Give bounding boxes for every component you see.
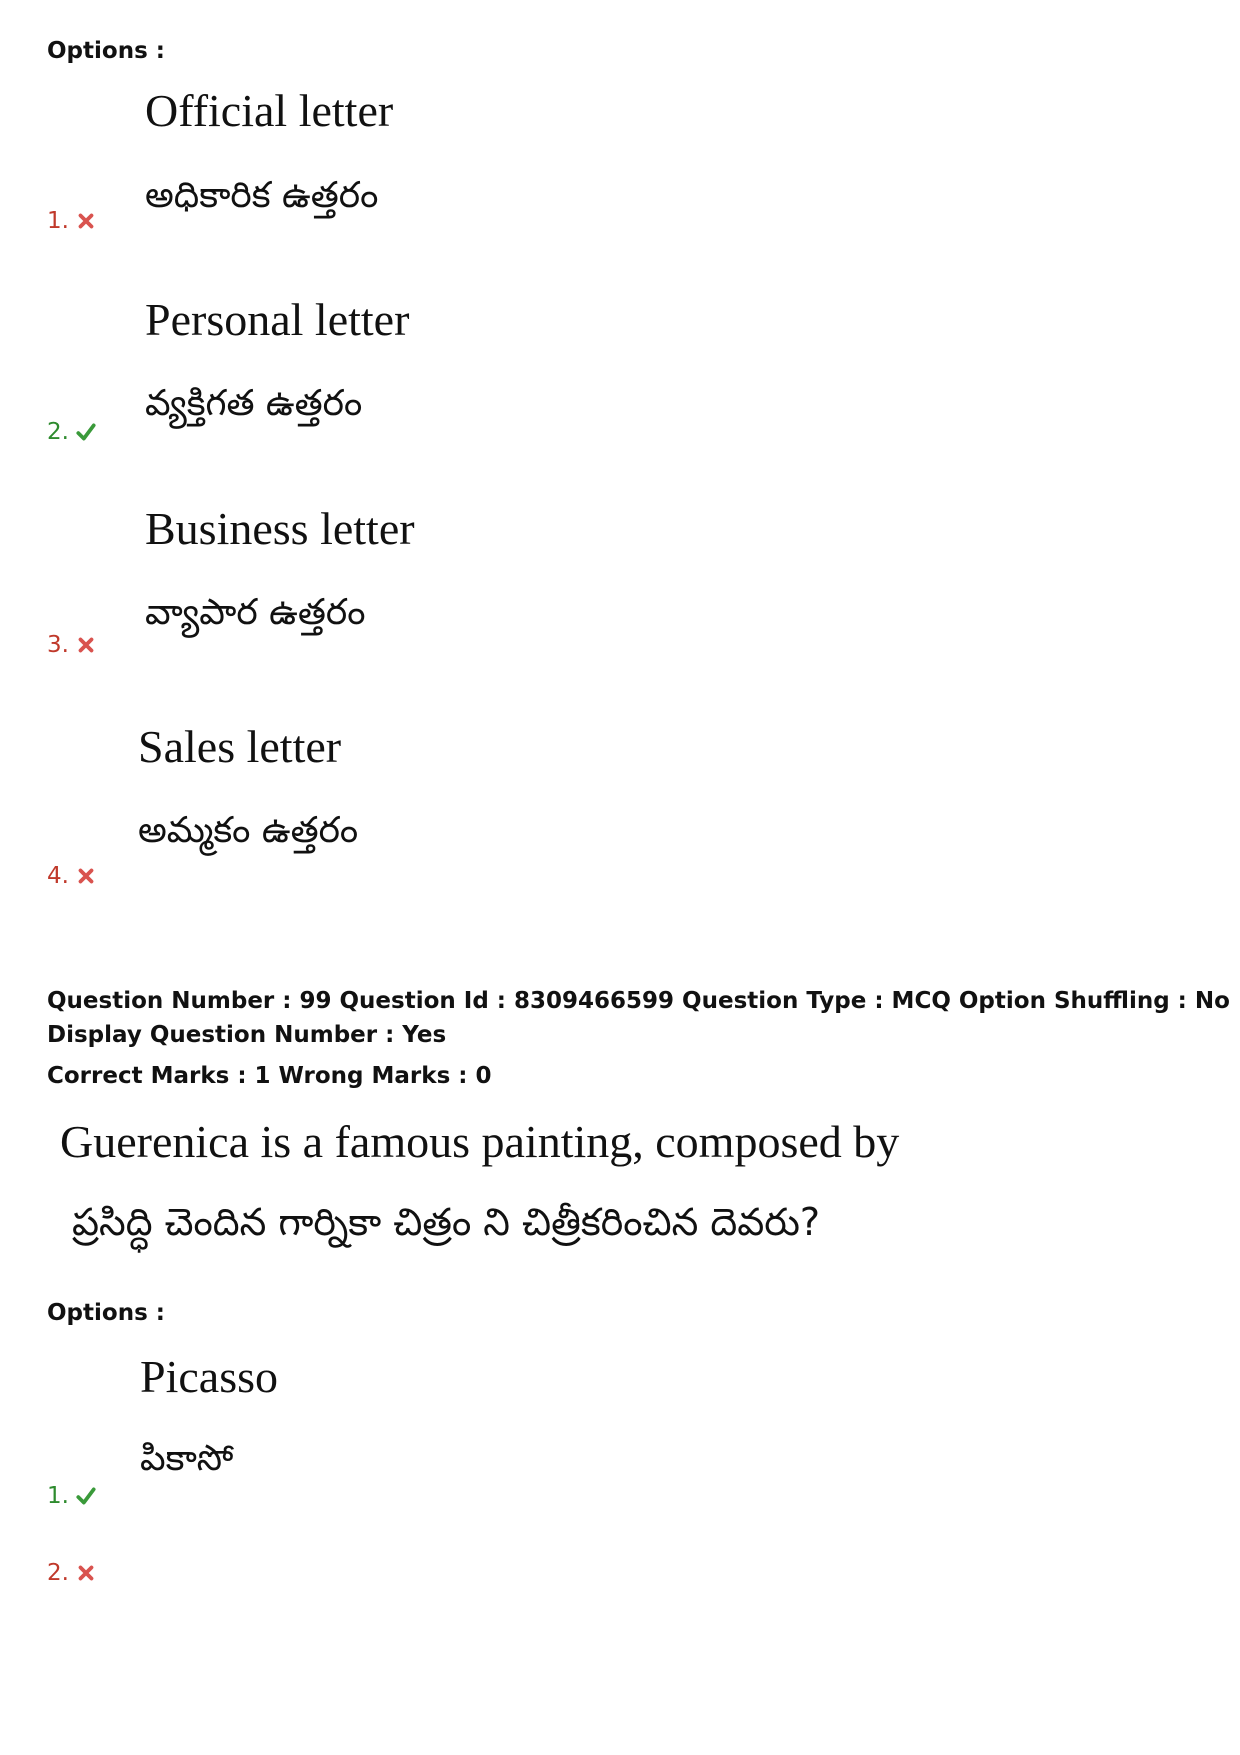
option-english-text: Sales letter xyxy=(138,721,342,772)
option-telugu-text: పికాసో xyxy=(140,1438,234,1479)
option-english-text: Business letter xyxy=(145,503,415,554)
option-number-1 xyxy=(47,1483,97,1509)
option-number-label: 3. xyxy=(47,632,69,658)
option-number-label: 4. xyxy=(47,863,69,889)
option-number-label: 2. xyxy=(47,419,69,445)
cross-icon xyxy=(75,1562,97,1584)
option-telugu-text: అధికారిక ఉత్తరం xyxy=(145,175,379,216)
option-number-1 xyxy=(47,208,97,234)
option-number-2 xyxy=(47,419,97,445)
check-icon xyxy=(75,1485,97,1507)
options-label: Options : xyxy=(47,38,165,64)
options-label: Options : xyxy=(47,1300,165,1326)
option-telugu-text: వ్యక్తిగత ఉత్తరం xyxy=(145,383,363,424)
cross-icon xyxy=(75,634,97,656)
option-number-3 xyxy=(47,632,97,658)
cross-icon xyxy=(75,210,97,232)
option-number-label: 1. xyxy=(47,1483,69,1509)
question-telugu-text: ప్రసిద్ధి చెందిన గార్నికా చిత్రం ని చిత్రీకరించిన దెవరు? xyxy=(72,1200,821,1244)
option-english-text: Personal letter xyxy=(145,294,410,345)
option-telugu-text: వ్యాపార ఉత్తరం xyxy=(145,592,366,633)
cross-icon xyxy=(75,865,97,887)
marks-line: Correct Marks : 1 Wrong Marks : 0 xyxy=(47,1063,492,1089)
question-meta-line: Question Number : 99 Question Id : 8309466599 Question Type : MCQ Option Shuffling : No xyxy=(47,988,1230,1014)
option-telugu-text: అమ్మకం ఉత్తరం xyxy=(138,810,359,851)
question-english-text: Guerenica is a famous painting, composed by xyxy=(60,1116,900,1167)
option-number-label: 2. xyxy=(47,1560,69,1586)
option-number-label: 1. xyxy=(47,208,69,234)
option-english-text: Picasso xyxy=(140,1351,278,1402)
option-english-text: Official letter xyxy=(145,85,394,136)
option-number-4 xyxy=(47,863,97,889)
display-question-number-line: Display Question Number : Yes xyxy=(47,1022,447,1048)
option-number-2 xyxy=(47,1560,97,1586)
check-icon xyxy=(75,421,97,443)
